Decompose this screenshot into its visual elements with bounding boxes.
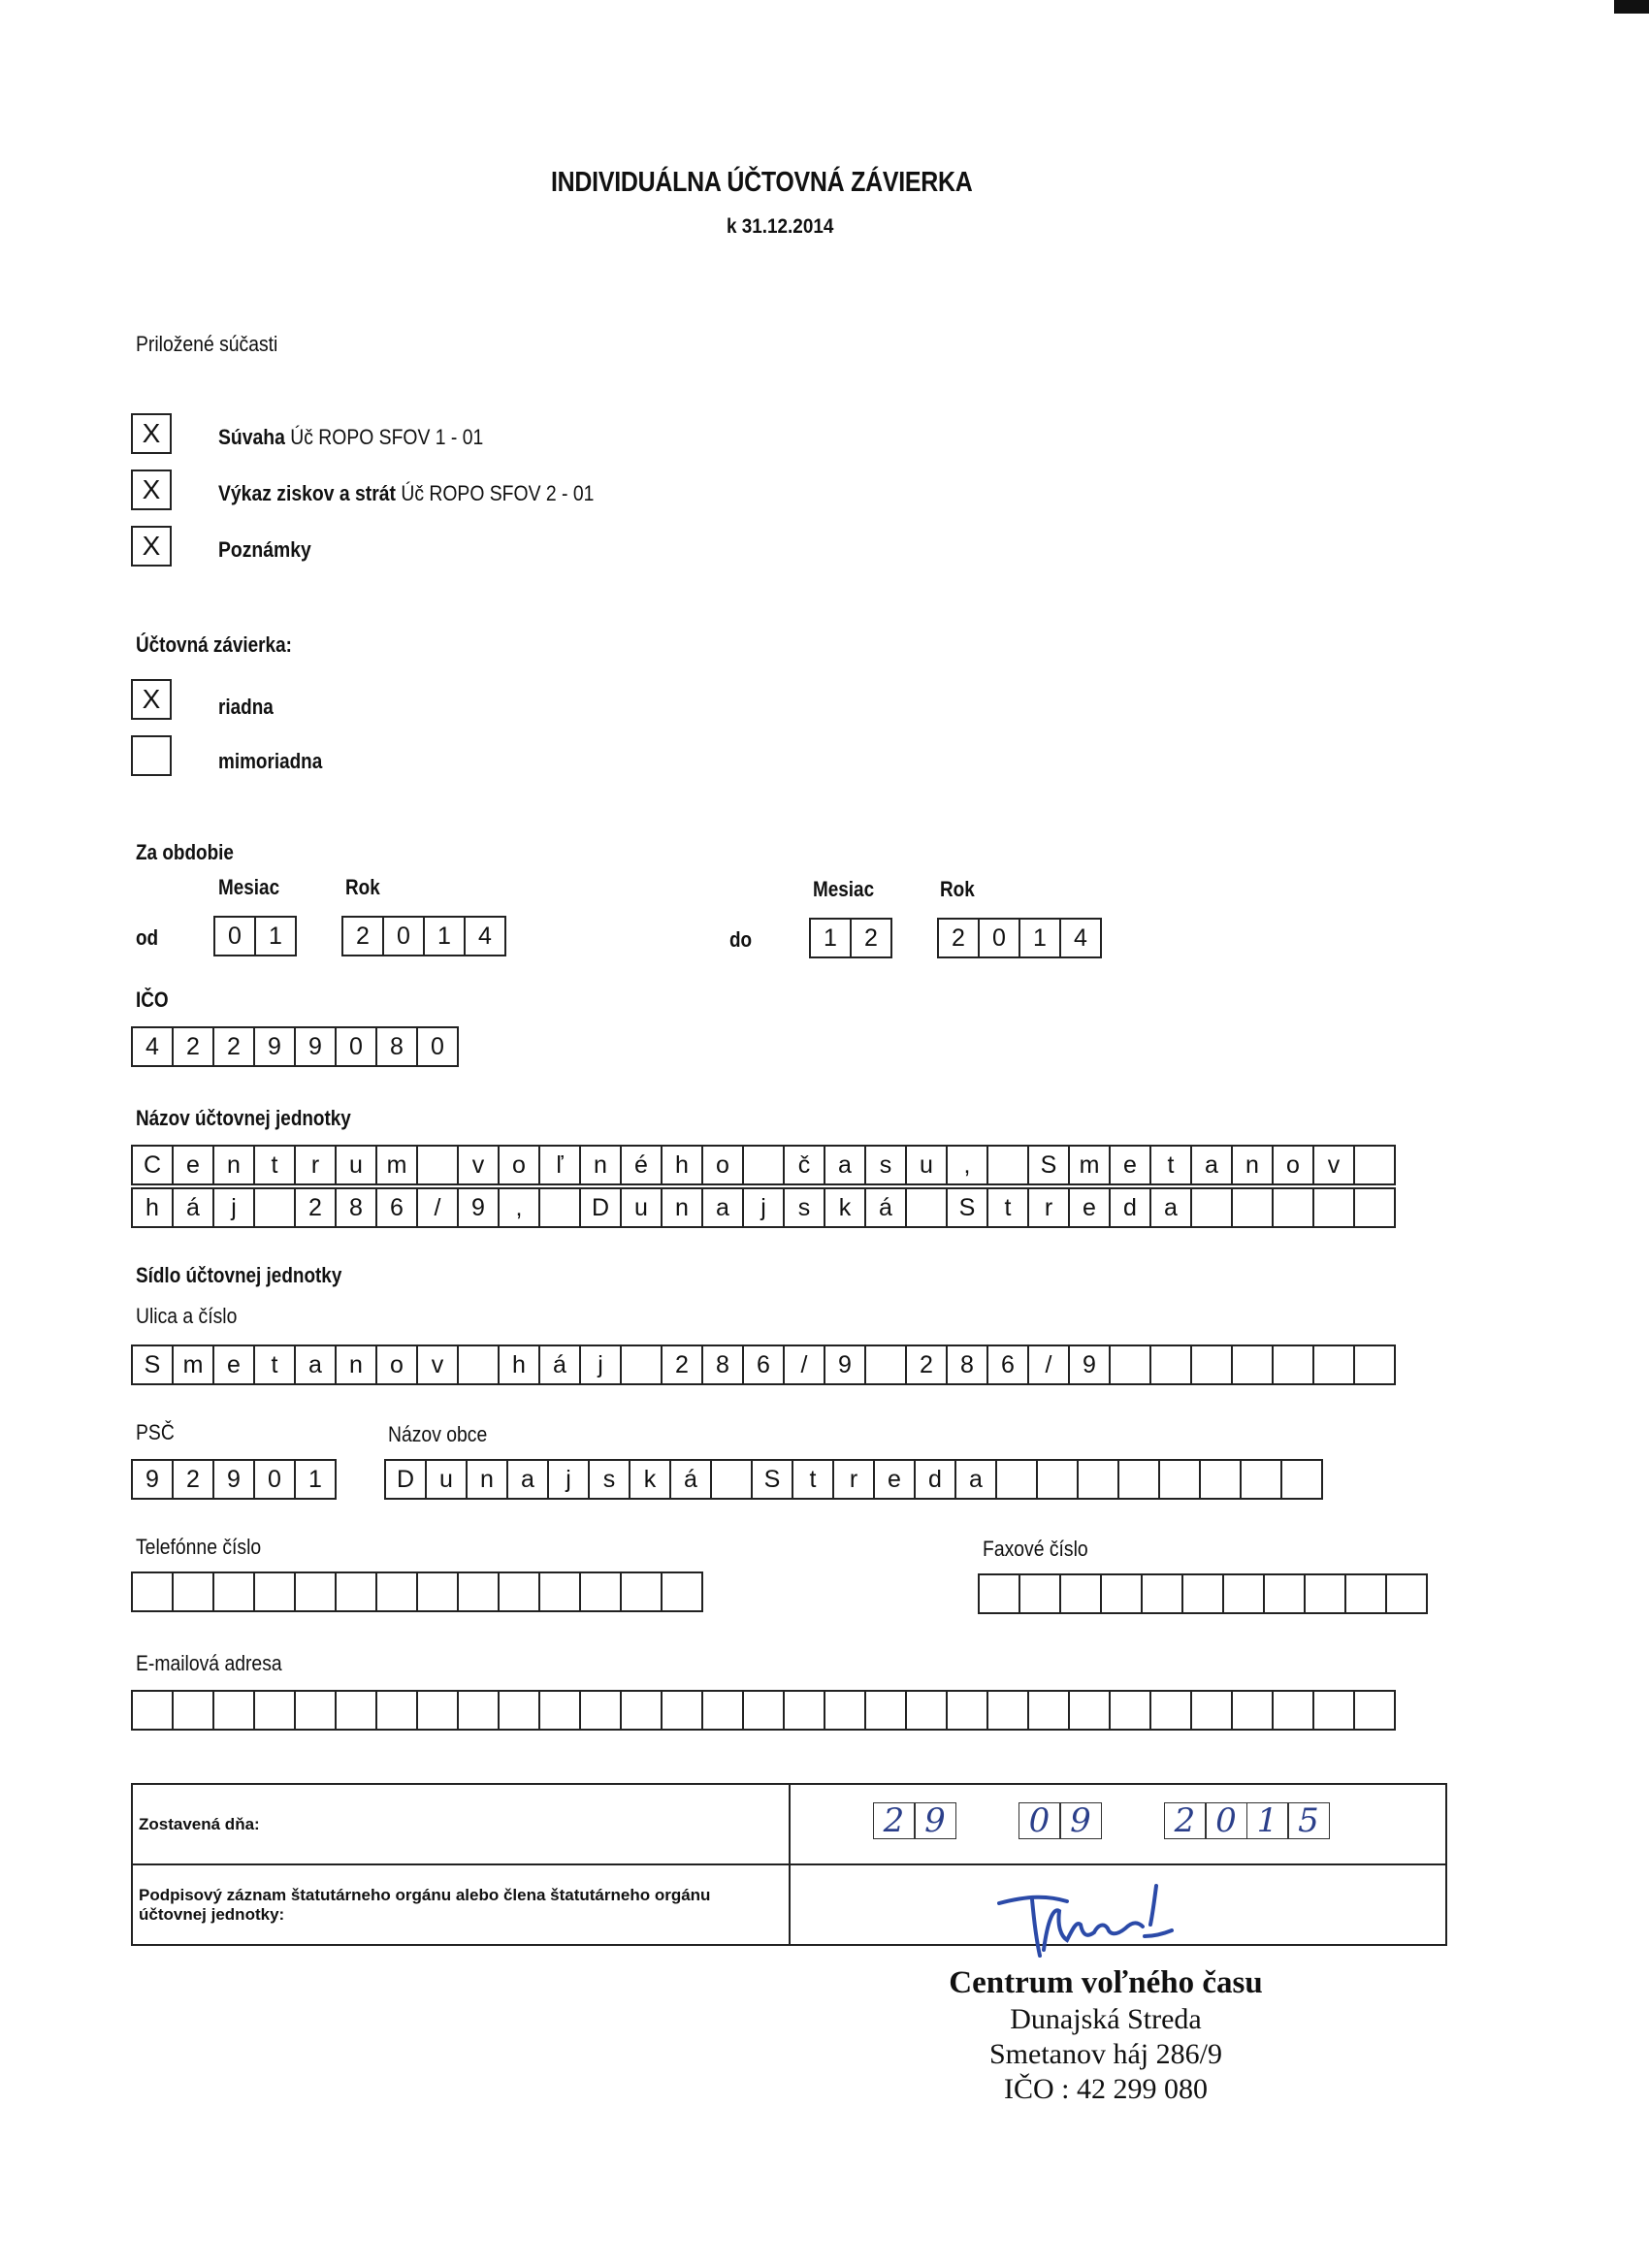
- char-cell[interactable]: 4: [131, 1026, 174, 1067]
- char-cell[interactable]: v: [1312, 1145, 1355, 1185]
- char-cell[interactable]: S: [751, 1459, 793, 1500]
- char-cell[interactable]: [1222, 1573, 1265, 1614]
- char-cell[interactable]: C: [131, 1145, 174, 1185]
- char-cell[interactable]: 8: [335, 1187, 377, 1228]
- option-mimoriadna-label: mimoriadna: [218, 749, 323, 773]
- hand-digit: 2: [1164, 1802, 1207, 1839]
- char-cell[interactable]: [1280, 1459, 1323, 1500]
- char-cell[interactable]: j: [547, 1459, 590, 1500]
- char-cell[interactable]: j: [579, 1345, 622, 1385]
- char-cell[interactable]: [212, 1571, 255, 1612]
- char-cell[interactable]: D: [579, 1187, 622, 1228]
- char-cell[interactable]: [1190, 1345, 1233, 1385]
- to-month-field: [809, 918, 892, 958]
- char-cell[interactable]: t: [792, 1459, 834, 1500]
- char-cell[interactable]: [131, 1690, 174, 1731]
- psc-label: PSČ: [136, 1420, 175, 1444]
- char-cell[interactable]: [1231, 1690, 1274, 1731]
- char-cell[interactable]: S: [1027, 1145, 1070, 1185]
- char-cell[interactable]: [1312, 1690, 1355, 1731]
- char-cell[interactable]: 0: [382, 916, 425, 956]
- char-cell[interactable]: 1: [423, 916, 466, 956]
- hand-digit: 9: [1059, 1802, 1102, 1839]
- char-cell[interactable]: [538, 1690, 581, 1731]
- char-cell[interactable]: [1353, 1145, 1396, 1185]
- char-cell[interactable]: [1059, 1573, 1102, 1614]
- char-cell[interactable]: h: [131, 1187, 174, 1228]
- fax-field: [978, 1573, 1428, 1614]
- char-cell[interactable]: n: [335, 1345, 377, 1385]
- char-cell[interactable]: [538, 1187, 581, 1228]
- char-cell[interactable]: [864, 1345, 907, 1385]
- attachments-label: Priložené súčasti: [136, 332, 278, 356]
- page-date: k 31.12.2014: [727, 215, 834, 238]
- town-field: [384, 1459, 1323, 1500]
- to-year-label: Rok: [940, 877, 975, 901]
- char-cell[interactable]: [335, 1690, 377, 1731]
- email-field: [131, 1690, 1396, 1731]
- char-cell[interactable]: t: [253, 1145, 296, 1185]
- char-cell[interactable]: r: [832, 1459, 875, 1500]
- char-cell[interactable]: a: [701, 1187, 744, 1228]
- char-cell[interactable]: á: [864, 1187, 907, 1228]
- checkbox-riadna[interactable]: X: [131, 679, 172, 720]
- char-cell[interactable]: [172, 1571, 214, 1612]
- char-cell[interactable]: [1141, 1573, 1183, 1614]
- attachment-poznamky-label: [218, 537, 311, 563]
- char-cell[interactable]: [1231, 1187, 1274, 1228]
- char-cell[interactable]: e: [212, 1345, 255, 1385]
- char-cell[interactable]: [1199, 1459, 1242, 1500]
- date-day: [874, 1802, 956, 1839]
- char-cell[interactable]: [416, 1690, 459, 1731]
- char-cell[interactable]: [986, 1690, 1029, 1731]
- char-cell[interactable]: 8: [375, 1026, 418, 1067]
- ico-label: IČO: [136, 988, 169, 1012]
- char-cell[interactable]: 2: [212, 1026, 255, 1067]
- char-cell[interactable]: [253, 1690, 296, 1731]
- char-cell[interactable]: s: [864, 1145, 907, 1185]
- char-cell[interactable]: 9: [253, 1026, 296, 1067]
- char-cell[interactable]: [1077, 1459, 1119, 1500]
- char-cell[interactable]: [1158, 1459, 1201, 1500]
- to-year-field: [937, 918, 1102, 958]
- char-cell[interactable]: [172, 1690, 214, 1731]
- char-cell[interactable]: [335, 1571, 377, 1612]
- char-cell[interactable]: [375, 1571, 418, 1612]
- char-cell[interactable]: 0: [416, 1026, 459, 1067]
- char-cell[interactable]: a: [294, 1345, 337, 1385]
- char-cell[interactable]: n: [466, 1459, 508, 1500]
- char-cell[interactable]: 2: [172, 1459, 214, 1500]
- psc-field: [131, 1459, 337, 1500]
- char-cell[interactable]: h: [661, 1145, 703, 1185]
- attachment-suvaha-text: Úč ROPO SFOV 1 - 01: [284, 425, 484, 449]
- char-cell[interactable]: [742, 1145, 785, 1185]
- scan-edge-mark: [1614, 0, 1649, 14]
- email-label: E-mailová adresa: [136, 1651, 282, 1675]
- char-cell[interactable]: [620, 1345, 663, 1385]
- char-cell[interactable]: m: [375, 1145, 418, 1185]
- phone-field: [131, 1571, 703, 1612]
- char-cell[interactable]: 8: [701, 1345, 744, 1385]
- char-cell[interactable]: [253, 1187, 296, 1228]
- char-cell[interactable]: d: [914, 1459, 956, 1500]
- char-cell[interactable]: [905, 1690, 948, 1731]
- char-cell[interactable]: 0: [978, 918, 1020, 958]
- attachment-suvaha-label: [218, 425, 483, 450]
- char-cell[interactable]: 9: [212, 1459, 255, 1500]
- char-cell[interactable]: á: [669, 1459, 712, 1500]
- char-cell[interactable]: [498, 1571, 540, 1612]
- char-cell[interactable]: [1190, 1187, 1233, 1228]
- char-cell[interactable]: r: [294, 1145, 337, 1185]
- option-riadna-label: riadna: [218, 695, 274, 719]
- char-cell[interactable]: k: [824, 1187, 866, 1228]
- char-cell[interactable]: [824, 1690, 866, 1731]
- char-cell[interactable]: 9: [1068, 1345, 1111, 1385]
- char-cell[interactable]: [375, 1690, 418, 1731]
- char-cell[interactable]: [1263, 1573, 1306, 1614]
- char-cell[interactable]: 2: [850, 918, 892, 958]
- hand-digit: 9: [914, 1802, 956, 1839]
- char-cell[interactable]: 4: [464, 916, 506, 956]
- to-label: do: [729, 927, 753, 952]
- char-cell[interactable]: [1353, 1690, 1396, 1731]
- organization-stamp: [892, 1965, 1319, 2106]
- char-cell[interactable]: [661, 1571, 703, 1612]
- signature-record-label-cell: [132, 1864, 790, 1945]
- char-cell[interactable]: 2: [341, 916, 384, 956]
- char-cell[interactable]: 1: [1018, 918, 1061, 958]
- char-cell[interactable]: [1181, 1573, 1224, 1614]
- handwritten-signature: [989, 1882, 1183, 1969]
- char-cell[interactable]: 0: [253, 1459, 296, 1500]
- char-cell[interactable]: 1: [294, 1459, 337, 1500]
- char-cell[interactable]: [1190, 1690, 1233, 1731]
- char-cell[interactable]: 9: [294, 1026, 337, 1067]
- period-label: Za obdobie: [136, 840, 234, 864]
- char-cell[interactable]: v: [457, 1145, 500, 1185]
- char-cell[interactable]: n: [579, 1145, 622, 1185]
- char-cell[interactable]: 2: [294, 1187, 337, 1228]
- char-cell[interactable]: [416, 1145, 459, 1185]
- compiled-label: Zostavená dňa:: [139, 1814, 260, 1833]
- char-cell[interactable]: S: [946, 1187, 988, 1228]
- from-month-label: Mesiac: [218, 875, 280, 899]
- char-cell[interactable]: 2: [937, 918, 980, 958]
- char-cell[interactable]: j: [742, 1187, 785, 1228]
- char-cell[interactable]: 2: [172, 1026, 214, 1067]
- char-cell[interactable]: /: [416, 1187, 459, 1228]
- char-cell[interactable]: [1344, 1573, 1387, 1614]
- char-cell[interactable]: [579, 1571, 622, 1612]
- char-cell[interactable]: [416, 1571, 459, 1612]
- char-cell[interactable]: o: [1272, 1145, 1314, 1185]
- char-cell[interactable]: ,: [946, 1145, 988, 1185]
- char-cell[interactable]: a: [954, 1459, 997, 1500]
- char-cell[interactable]: D: [384, 1459, 427, 1500]
- char-cell[interactable]: [294, 1690, 337, 1731]
- checkbox-mimoriadna[interactable]: [131, 735, 172, 776]
- char-cell[interactable]: n: [1231, 1145, 1274, 1185]
- char-cell[interactable]: [1272, 1187, 1314, 1228]
- char-cell[interactable]: [1353, 1345, 1396, 1385]
- to-month-label: Mesiac: [813, 877, 875, 901]
- checkbox-vykaz[interactable]: X: [131, 470, 172, 510]
- char-cell[interactable]: [783, 1690, 825, 1731]
- char-cell[interactable]: m: [172, 1345, 214, 1385]
- char-cell[interactable]: [1353, 1187, 1396, 1228]
- char-cell[interactable]: [498, 1690, 540, 1731]
- char-cell[interactable]: [742, 1690, 785, 1731]
- char-cell[interactable]: [294, 1571, 337, 1612]
- compiled-label-cell: [132, 1784, 790, 1864]
- char-cell[interactable]: [1385, 1573, 1428, 1614]
- fax-label: Faxové číslo: [983, 1537, 1088, 1561]
- date-month: [1019, 1802, 1102, 1839]
- char-cell[interactable]: [986, 1145, 1029, 1185]
- char-cell[interactable]: [1272, 1345, 1314, 1385]
- char-cell[interactable]: [1304, 1573, 1346, 1614]
- town-label: Názov obce: [388, 1422, 488, 1446]
- char-cell[interactable]: [1068, 1690, 1111, 1731]
- char-cell[interactable]: [661, 1690, 703, 1731]
- char-cell[interactable]: e: [1068, 1187, 1111, 1228]
- char-cell[interactable]: 6: [375, 1187, 418, 1228]
- char-cell[interactable]: 8: [946, 1345, 988, 1385]
- char-cell[interactable]: [946, 1690, 988, 1731]
- char-cell[interactable]: a: [1190, 1145, 1233, 1185]
- attachment-vykaz-label: [218, 481, 594, 506]
- stamp-line-3: Smetanov háj 286/9: [989, 2038, 1222, 2070]
- char-cell[interactable]: [905, 1187, 948, 1228]
- char-cell[interactable]: č: [783, 1145, 825, 1185]
- char-cell[interactable]: e: [1109, 1145, 1151, 1185]
- char-cell[interactable]: [1100, 1573, 1143, 1614]
- char-cell[interactable]: [1312, 1187, 1355, 1228]
- char-cell[interactable]: h: [498, 1345, 540, 1385]
- char-cell[interactable]: [1027, 1690, 1070, 1731]
- char-cell[interactable]: 2: [905, 1345, 948, 1385]
- hand-digit: 5: [1287, 1802, 1330, 1839]
- char-cell[interactable]: 4: [1059, 918, 1102, 958]
- char-cell[interactable]: a: [506, 1459, 549, 1500]
- char-cell[interactable]: [864, 1690, 907, 1731]
- char-cell[interactable]: 9: [824, 1345, 866, 1385]
- char-cell[interactable]: [710, 1459, 753, 1500]
- attachment-suvaha-bold: Súvaha: [218, 425, 285, 449]
- char-cell[interactable]: [457, 1345, 500, 1385]
- ico-field: [131, 1026, 459, 1067]
- char-cell[interactable]: v: [416, 1345, 459, 1385]
- char-cell[interactable]: [1018, 1573, 1061, 1614]
- char-cell[interactable]: 2: [661, 1345, 703, 1385]
- char-cell[interactable]: [212, 1690, 255, 1731]
- char-cell[interactable]: r: [1027, 1187, 1070, 1228]
- closing-type-label: Účtovná závierka:: [136, 632, 292, 657]
- stamp-line-2: Dunajská Streda: [1010, 2003, 1202, 2035]
- hand-digit: 0: [1205, 1802, 1247, 1839]
- char-cell[interactable]: á: [538, 1345, 581, 1385]
- char-cell[interactable]: u: [620, 1187, 663, 1228]
- char-cell[interactable]: d: [1109, 1187, 1151, 1228]
- char-cell[interactable]: s: [588, 1459, 630, 1500]
- char-cell[interactable]: a: [824, 1145, 866, 1185]
- char-cell[interactable]: [1109, 1690, 1151, 1731]
- signature-record-label: Podpisový záznam štatutárneho orgánu alebo člena štatutárneho orgánu účtovnej jednotky:: [139, 1885, 711, 1924]
- char-cell[interactable]: /: [1027, 1345, 1070, 1385]
- hand-digit: 0: [1018, 1802, 1061, 1839]
- page-title: INDIVIDUÁLNA ÚČTOVNÁ ZÁVIERKA: [551, 167, 973, 198]
- char-cell[interactable]: ,: [498, 1187, 540, 1228]
- date-year: [1165, 1802, 1330, 1839]
- phone-label: Telefónne číslo: [136, 1535, 262, 1559]
- attachment-vykaz-text: Úč ROPO SFOV 2 - 01: [395, 481, 595, 505]
- from-year-field: [341, 916, 506, 956]
- char-cell[interactable]: 9: [457, 1187, 500, 1228]
- char-cell[interactable]: [701, 1690, 744, 1731]
- char-cell[interactable]: [457, 1690, 500, 1731]
- unit-name-row-2: [131, 1187, 1396, 1228]
- char-cell[interactable]: u: [425, 1459, 468, 1500]
- street-label: Ulica a číslo: [136, 1304, 238, 1328]
- from-month-field: [213, 916, 297, 956]
- char-cell[interactable]: u: [335, 1145, 377, 1185]
- char-cell[interactable]: 6: [742, 1345, 785, 1385]
- char-cell[interactable]: ľ: [538, 1145, 581, 1185]
- from-year-label: Rok: [345, 875, 380, 899]
- char-cell[interactable]: [1109, 1345, 1151, 1385]
- char-cell[interactable]: o: [375, 1345, 418, 1385]
- char-cell[interactable]: [995, 1459, 1038, 1500]
- from-label: od: [136, 925, 159, 950]
- char-cell[interactable]: t: [1149, 1145, 1192, 1185]
- char-cell[interactable]: n: [212, 1145, 255, 1185]
- char-cell[interactable]: [1117, 1459, 1160, 1500]
- char-cell[interactable]: 0: [335, 1026, 377, 1067]
- hand-digit: 2: [873, 1802, 916, 1839]
- char-cell[interactable]: t: [986, 1187, 1029, 1228]
- char-cell[interactable]: /: [783, 1345, 825, 1385]
- attachment-vykaz-bold: Výkaz ziskov a strát: [218, 481, 396, 505]
- unit-name-label: Názov účtovnej jednotky: [136, 1106, 351, 1130]
- stamp-line-4: IČO : 42 299 080: [1004, 2073, 1208, 2105]
- street-field: [131, 1345, 1396, 1385]
- hand-digit: 1: [1246, 1802, 1289, 1839]
- char-cell[interactable]: [1231, 1345, 1274, 1385]
- char-cell[interactable]: [1149, 1345, 1192, 1385]
- char-cell[interactable]: u: [905, 1145, 948, 1185]
- char-cell[interactable]: j: [212, 1187, 255, 1228]
- char-cell[interactable]: 0: [213, 916, 256, 956]
- char-cell[interactable]: S: [131, 1345, 174, 1385]
- char-cell[interactable]: e: [873, 1459, 916, 1500]
- char-cell[interactable]: [1272, 1690, 1314, 1731]
- checkbox-poznamky[interactable]: X: [131, 526, 172, 567]
- char-cell[interactable]: s: [783, 1187, 825, 1228]
- char-cell[interactable]: [1036, 1459, 1079, 1500]
- char-cell[interactable]: [978, 1573, 1020, 1614]
- char-cell[interactable]: n: [661, 1187, 703, 1228]
- char-cell[interactable]: [620, 1690, 663, 1731]
- char-cell[interactable]: [1240, 1459, 1282, 1500]
- char-cell[interactable]: [538, 1571, 581, 1612]
- char-cell[interactable]: a: [1149, 1187, 1192, 1228]
- char-cell[interactable]: á: [172, 1187, 214, 1228]
- char-cell[interactable]: t: [253, 1345, 296, 1385]
- char-cell[interactable]: [620, 1571, 663, 1612]
- seat-label: Sídlo účtovnej jednotky: [136, 1263, 342, 1287]
- char-cell[interactable]: [131, 1571, 174, 1612]
- char-cell[interactable]: 6: [986, 1345, 1029, 1385]
- char-cell[interactable]: [579, 1690, 622, 1731]
- char-cell[interactable]: [457, 1571, 500, 1612]
- char-cell[interactable]: m: [1068, 1145, 1111, 1185]
- unit-name-row-1: [131, 1145, 1396, 1185]
- char-cell[interactable]: [1312, 1345, 1355, 1385]
- char-cell[interactable]: k: [629, 1459, 671, 1500]
- char-cell[interactable]: [253, 1571, 296, 1612]
- char-cell[interactable]: 1: [809, 918, 852, 958]
- char-cell[interactable]: 9: [131, 1459, 174, 1500]
- checkbox-suvaha[interactable]: X: [131, 413, 172, 454]
- char-cell[interactable]: o: [701, 1145, 744, 1185]
- char-cell[interactable]: [1149, 1690, 1192, 1731]
- char-cell[interactable]: é: [620, 1145, 663, 1185]
- stamp-line-1: Centrum voľného času: [949, 1965, 1263, 2000]
- char-cell[interactable]: e: [172, 1145, 214, 1185]
- char-cell[interactable]: 1: [254, 916, 297, 956]
- attachment-poznamky-bold: Poznámky: [218, 537, 311, 562]
- char-cell[interactable]: o: [498, 1145, 540, 1185]
